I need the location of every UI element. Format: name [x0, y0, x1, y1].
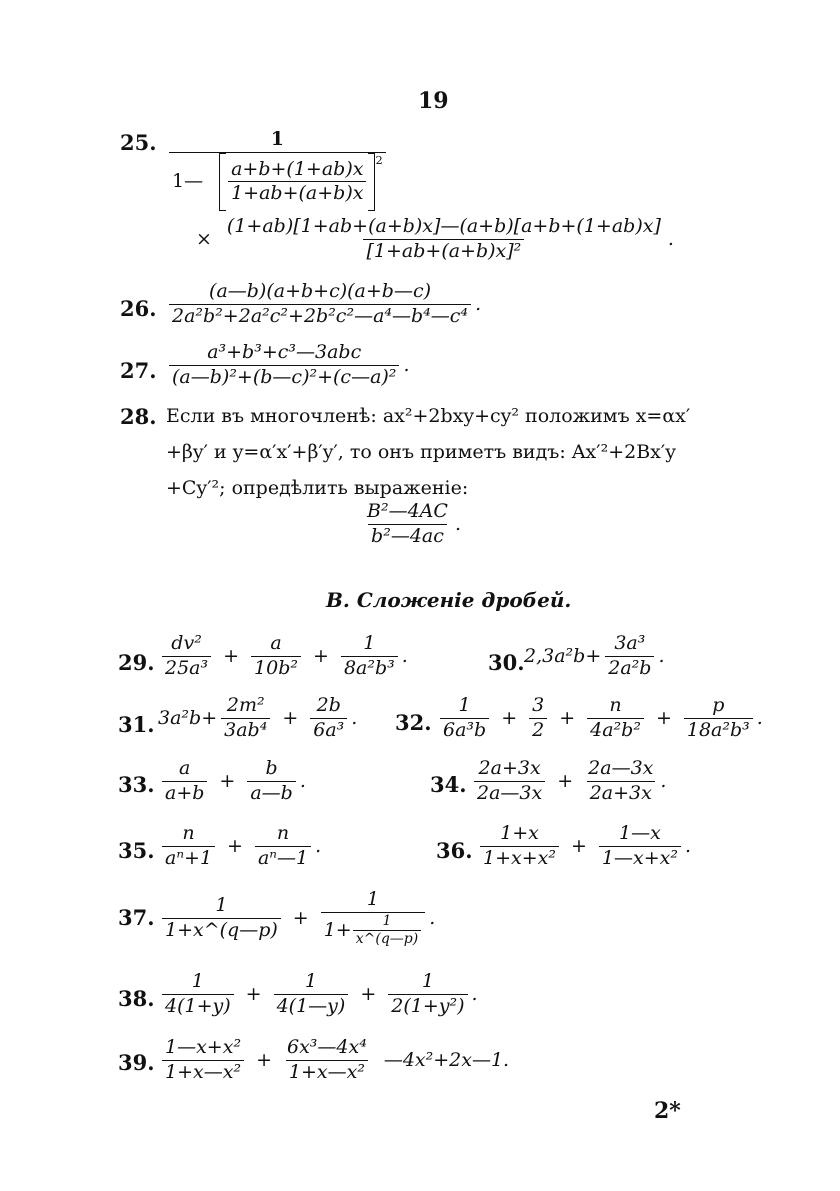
problem-number: 31.	[118, 712, 155, 737]
problem-number: 30.	[488, 650, 525, 675]
problem-33-expression: $\frac{a}{a+b}$ + $\frac{b}{a—b}$ .	[158, 757, 306, 806]
problem-number: 38.	[118, 986, 155, 1011]
problem-number: 29.	[118, 650, 155, 675]
problem-31-expression: 3a²b+ $\frac{\text{2m²}}{\text{3ab⁴}}$ + $\frac{2b}{\text{6a³}}$ .	[158, 694, 358, 741]
problem-number: 28.	[120, 404, 157, 429]
problem-number: 32.	[395, 710, 432, 735]
problem-26-expression: $\frac{(a—b)(a+b+c)(a+b—c)}{\text{2a²b²+2a²c²+2b²c²—a⁴—b⁴—c⁴}}$ .	[165, 280, 481, 329]
problem-number: 35.	[118, 838, 155, 863]
problem-28-text: Если въ многочленѣ: ax²+2bxy+cy² положимъ x=αx′ +βy′ и y=α′x′+β′y′, то онъ приметъ видъ: Ax′²+2Bx′y +Cy′²; опредѣлить выраженіе:	[166, 405, 691, 500]
problem-25-expression: 1 1— $\frac{a+b+(1+ab)x}{1+ab+(a+b)x}$ $^2$	[165, 128, 390, 211]
problem-38-expression: $\frac{1}{4(1+y)}$ + $\frac{1}{4(1—y)}$ + $\frac{1}{\text{2(1+y²)}}$ .	[158, 970, 478, 1019]
problem-number: 37.	[118, 905, 155, 930]
problem-30-expression: 2,3a²b+ $\frac{\text{3a³}}{\text{2a²b}}$ .	[524, 632, 665, 679]
problem-number: 39.	[118, 1050, 155, 1075]
problem-28-expression: $\frac{\text{B²—4AC}}{\text{b²—4ac}}$ .	[367, 500, 461, 547]
problem-25-multiplier: × $\frac{(1+ab)[1+ab+(a+b)x]—(a+b)[a+b+(1+ab)x]}{\text{[1+ab+(a+b)x]²}}$ .	[196, 215, 674, 262]
problem-36-expression: $\frac{1+x}{\text{1+x+x²}}$ + $\frac{1—x}{\text{1—x+x²}}$ .	[476, 822, 691, 871]
problem-number: 33.	[118, 772, 155, 797]
left-bracket	[219, 153, 226, 211]
problem-number: 34.	[430, 772, 467, 797]
problem-35-expression: $\frac{n}{\text{aⁿ+1}}$ + $\frac{n}{\text{aⁿ—1}}$ .	[158, 822, 321, 871]
problem-32-expression: $\frac{1}{\text{6a³b}}$ + $\frac{3}{2}$ + $\frac{n}{\text{4a²b²}}$ + $\frac{p}{\text{18a²b³}}$ .	[436, 694, 763, 743]
page-number: 19	[418, 88, 449, 114]
problem-number: 25.	[120, 130, 157, 155]
signature-mark: 2*	[654, 1098, 681, 1124]
section-title: B. Сложеніе дробей.	[326, 588, 572, 612]
problem-29-expression: $\frac{\text{dv²}}{\text{25a³}}$ + $\frac{a}{\text{10b²}}$ + $\frac{1}{\text{8a²b³}}$ .	[158, 632, 408, 681]
problem-39-expression: $\frac{\text{1—x+x²}}{\text{1+x—x²}}$ + $\frac{\text{6x³—4x⁴}}{\text{1+x—x²}}$ —4x²+2x—1.	[158, 1036, 509, 1085]
right-bracket	[368, 153, 375, 211]
problem-number: 26.	[120, 296, 157, 321]
problem-number: 36.	[436, 838, 473, 863]
problem-number: 27.	[120, 358, 157, 383]
problem-27-expression: $\frac{\text{a³+b³+c³—3abc}}{\text{(a—b)²+(b—c)²+(c—a)²}}$ .	[165, 341, 409, 390]
problem-34-expression: $\frac{2a+3x}{2a—3x}$ + $\frac{2a—3x}{2a+3x}$ .	[470, 757, 666, 806]
problem-37-expression: $\frac{1}{1+x\^{}(q—p)}$ + 1 1+ $\frac{1}{x\^{}(q—p)}$ .	[158, 888, 435, 949]
